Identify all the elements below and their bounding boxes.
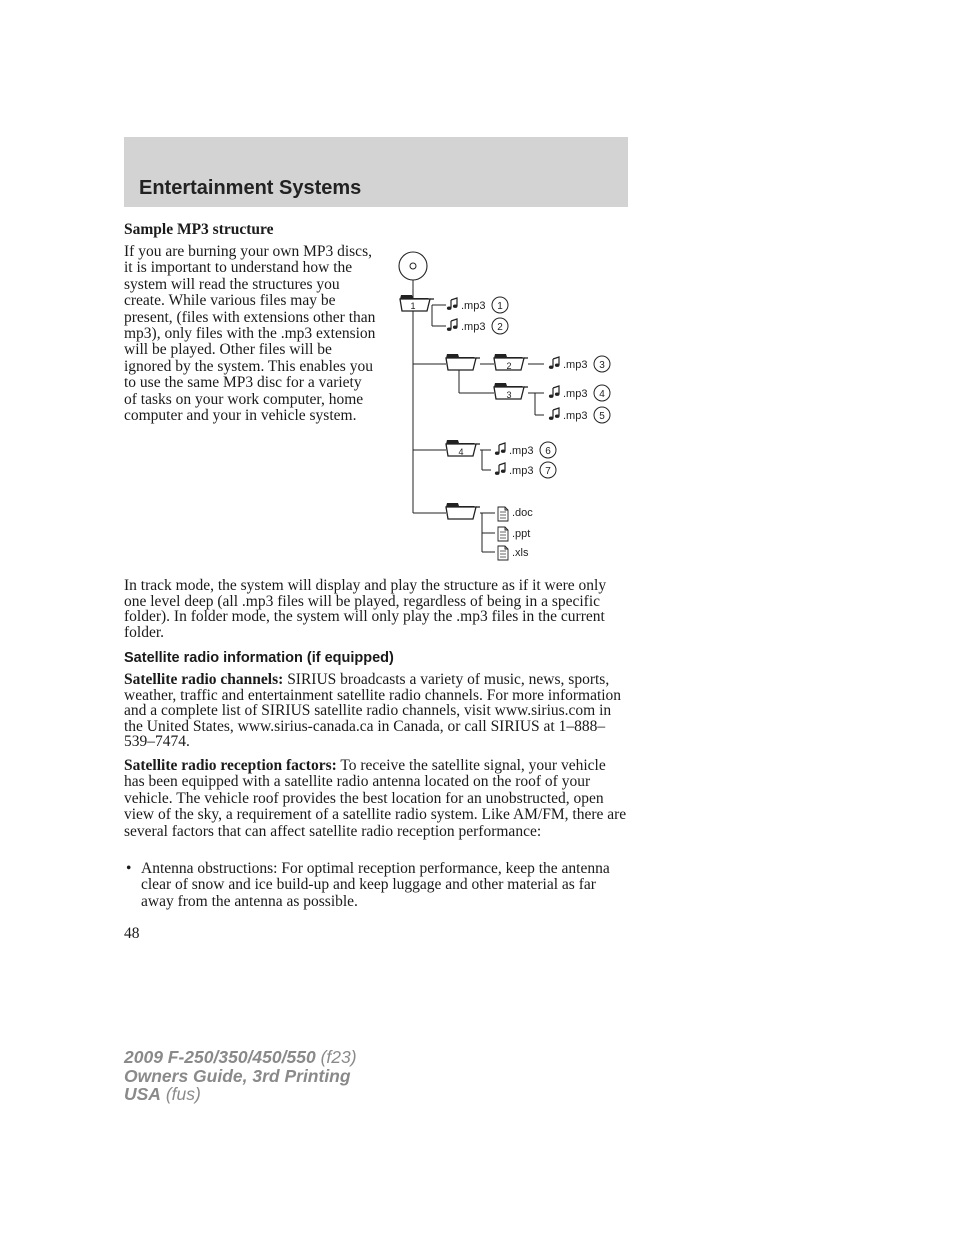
track-number: 2 xyxy=(497,322,503,333)
satellite-channels-paragraph xyxy=(124,672,630,750)
file-label: .xls xyxy=(512,547,529,559)
folder-label: 2 xyxy=(506,361,512,371)
footer-line xyxy=(124,1048,357,1067)
file-label: .mp3 xyxy=(461,300,486,312)
file-label: .mp3 xyxy=(461,321,486,333)
satellite-channels-label: Satellite radio channels: xyxy=(124,671,284,688)
file-label: .mp3 xyxy=(509,445,534,457)
folder-label: 3 xyxy=(506,390,512,400)
track-number: 7 xyxy=(545,466,551,477)
track-number: 6 xyxy=(545,446,551,457)
reception-factors-text: To receive the satellite signal, your vehicle has been equipped with a satellite radio antenna located on the roof of your vehicle. The vehicle roof provides the best location for an unobstructed, open view of the sky, a requirement of a satellite radio system. Like AM/FM, there are several factors that can affect satellite radio reception performance: xyxy=(124,757,627,840)
reception-factors-label: Satellite radio reception factors: xyxy=(124,757,337,774)
satellite-channels-text: SIRIUS broadcasts a variety of music, news, sports, weather, traffic and entertainment satellite radio channels. For more information and a complete list of SIRIUS satellite radio channels, visit www.sirius.com in the United States, www.sirius-canada.ca in Canada, or call SIRIUS at 1–888–539–7474. xyxy=(124,671,622,751)
track-number: 4 xyxy=(599,389,605,400)
file-label: .mp3 xyxy=(563,388,588,400)
file-label: .mp3 xyxy=(563,359,588,371)
track-mode-paragraph: In track mode, the system will display and play the structure as if it were only one level deep (all .mp3 files will be played, regardless of being in a specific folder). In folder mode, the system will only play the .mp3 files in the current folder. xyxy=(124,577,607,641)
mp3-structure-diagram xyxy=(390,248,630,568)
footer-line xyxy=(124,1085,357,1104)
section-title: Entertainment Systems xyxy=(139,177,362,199)
footer-market: USA xyxy=(124,1084,161,1104)
folder-label: 1 xyxy=(410,301,416,311)
mp3-structure-heading: Sample MP3 structure xyxy=(124,221,274,238)
track-number: 5 xyxy=(599,411,605,422)
track-number: 1 xyxy=(497,301,503,312)
file-label: .ppt xyxy=(512,528,531,540)
mp3-intro-paragraph: If you are burning your own MP3 discs, it is important to understand how the system will read the structures you create. While various files may be present, (files with extensions other than mp3), only files with the .mp3 extension will be played. Other files will be ignored by the system. This enables you to use the same MP3 disc for a variety of tasks on your work computer, home computer and your in vehicle system. xyxy=(124,243,376,425)
reception-factors-paragraph xyxy=(124,758,630,840)
list-item xyxy=(124,861,630,910)
page-number: 48 xyxy=(124,925,140,942)
footer-market-code: (fus) xyxy=(160,1084,201,1104)
reception-factors-list xyxy=(124,861,630,910)
track-number: 3 xyxy=(599,360,605,371)
footer-model-code: (f23) xyxy=(315,1047,357,1067)
document-footer xyxy=(124,1048,357,1104)
bullet-mark: • xyxy=(126,860,132,877)
footer-model: 2009 F-250/350/450/550 xyxy=(124,1047,316,1067)
cd-disc-icon xyxy=(399,252,427,280)
file-label: .mp3 xyxy=(563,410,588,422)
satellite-radio-heading: Satellite radio information (if equipped) xyxy=(124,650,394,666)
footer-line: Owners Guide, 3rd Printing xyxy=(124,1065,351,1086)
file-label: .doc xyxy=(512,507,533,519)
bullet-text: Antenna obstructions: For optimal reception performance, keep the antenna clear of snow and ice build-up and keep luggage and other material as far away from the antenna as possible. xyxy=(141,860,610,910)
folder-label: 4 xyxy=(458,447,464,457)
file-label: .mp3 xyxy=(509,465,534,477)
section-header-band xyxy=(124,137,628,207)
